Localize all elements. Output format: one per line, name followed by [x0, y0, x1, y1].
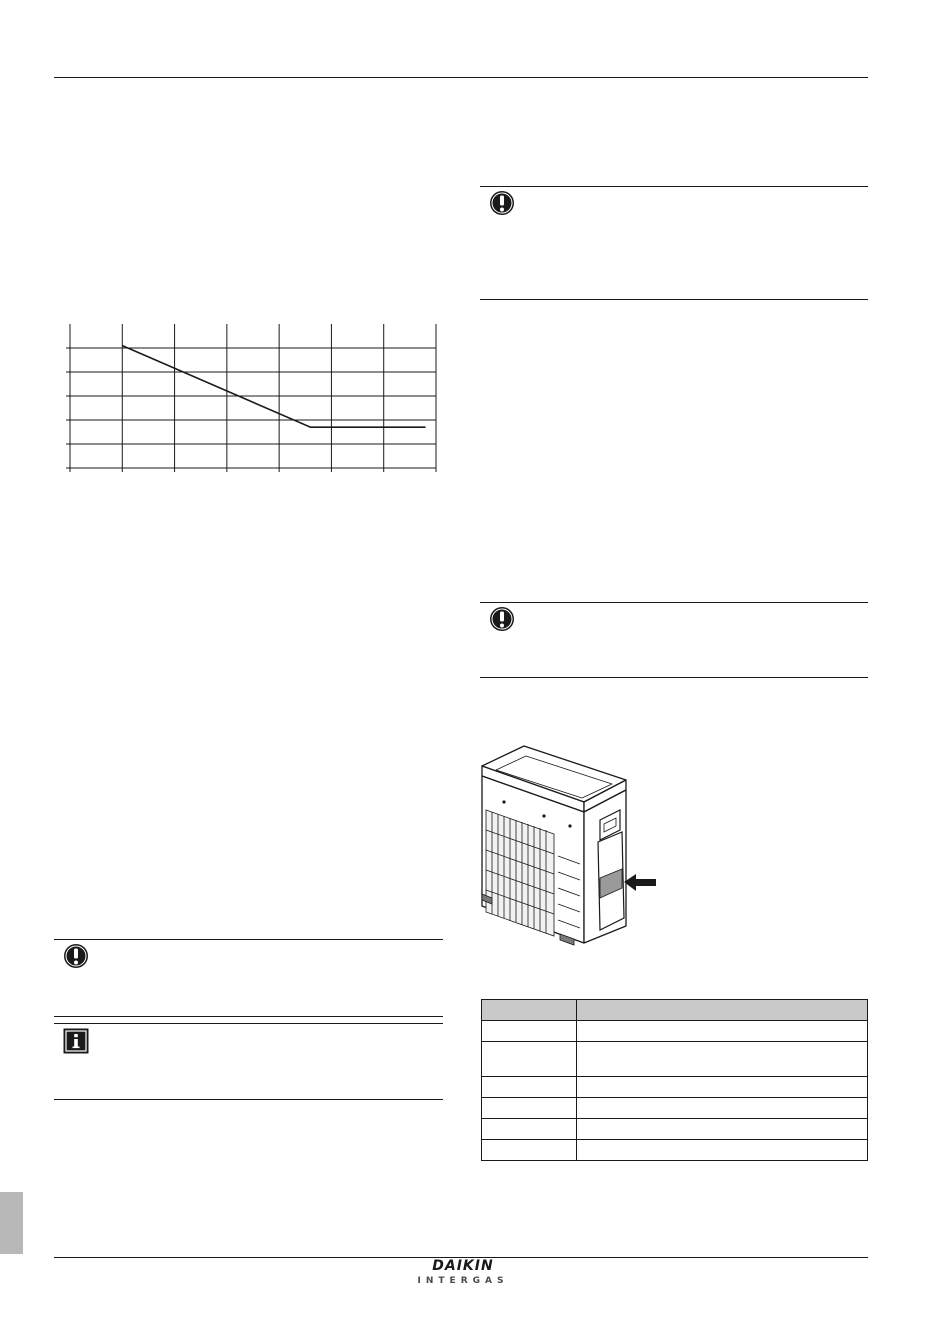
table-row: [482, 1140, 868, 1161]
table-cell: [577, 1077, 868, 1098]
table-cell: [482, 1119, 577, 1140]
important-notice-top-rule: [54, 939, 443, 940]
important-notice-3-top-rule: [480, 602, 868, 603]
table-header-cell: [577, 1000, 868, 1021]
logo-brand-text: DAIKIN: [432, 1258, 494, 1274]
chart-grid: [66, 324, 436, 472]
info-notice-bottom-rule: [54, 1099, 443, 1100]
table-cell: [482, 1077, 577, 1098]
table-cell: [577, 1140, 868, 1161]
table-cell: [577, 1119, 868, 1140]
important-exclamation-icon: [489, 190, 515, 216]
table-cell: [482, 1021, 577, 1042]
table-row: [482, 1098, 868, 1119]
info-notice-top-rule: [54, 1023, 443, 1024]
series-line-0: [122, 346, 425, 428]
table-cell: [577, 1098, 868, 1119]
table-cell: [482, 1098, 577, 1119]
line-chart: [56, 318, 442, 472]
arrow-icon: [624, 874, 656, 891]
table-row: [482, 1021, 868, 1042]
outdoor-unit-illustration: [474, 738, 674, 953]
table-cell: [482, 1140, 577, 1161]
table-row: [482, 1042, 868, 1077]
important-notice-bottom-rule: [54, 1016, 443, 1017]
important-notice-2-top-rule: [480, 186, 868, 187]
important-notice-2-bottom-rule: [480, 299, 868, 300]
daikin-intergas-logo: [398, 1258, 528, 1286]
important-exclamation-icon: [63, 943, 89, 969]
language-side-tab: [0, 1192, 23, 1254]
header-rule: [54, 77, 868, 78]
important-notice-3-bottom-rule: [480, 677, 868, 678]
info-icon: [63, 1028, 89, 1054]
specification-table: [481, 999, 868, 1161]
table-row: [482, 1077, 868, 1098]
chart-series-group: [122, 346, 425, 428]
table-header-cell: [482, 1000, 577, 1021]
important-exclamation-icon: [489, 606, 515, 632]
logo-subbrand-text: INTERGAS: [417, 1276, 509, 1286]
table-cell: [577, 1042, 868, 1077]
table-header-row: [482, 1000, 868, 1021]
table-row: [482, 1119, 868, 1140]
table-cell: [577, 1021, 868, 1042]
table-cell: [482, 1042, 577, 1077]
